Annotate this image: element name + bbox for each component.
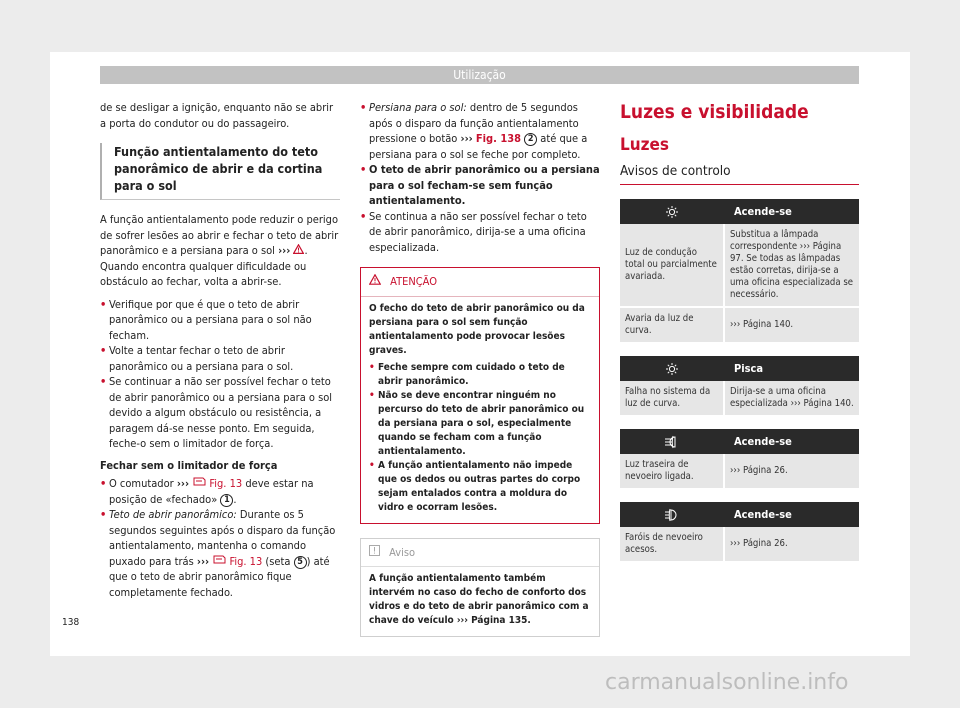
list-item: • Persiana para o sol: dentro de 5 segundos após o disparo da função antientalamento pressione o botão ››› Fig. 138 2 até que a persiana para o sol se feche por completo. [360,101,588,161]
table-cell: Falha no sistema da luz de curva. [620,381,724,415]
xref-chevrons: ››› [278,244,291,257]
warning-triangle-icon [369,274,381,285]
warning-item: • A função antientalamento não impede que os dedos ou outras partes do corpo sejam entalados contra a moldura do vidro e ocorram lesões. [369,459,581,513]
section-header: Utilização [100,66,859,84]
column-1 [100,100,340,600]
note-title: Aviso [389,545,416,559]
list-item: • O teto de abrir panorâmico ou a persiana para o sol fecham-se sem função antientalamento. [360,163,600,207]
table-cell: Dirija-se a uma oficina especializada ››› Página 140. [724,381,859,415]
note-box: Aviso A função antientalamento também intervém no caso do fecho de conforto dos vidros e do teto de abrir panorâmico com a chave do veículo ››› Página 135. [360,538,600,638]
warning-item: • Não se deve encontrar ninguém no percurso do teto de abrir panorâmico ou da persiana para o sol, especialmente quando se fecham com a função antientalamento. [369,389,585,457]
indicator-table: Pisca Falha no sistema da luz de curva. Dirija-se a uma oficina especializada ››› Página 140. [620,356,859,415]
table-cell: ››› Página 26. [724,527,859,561]
figure-link[interactable]: Fig. 13 [209,477,243,490]
table-cell: Faróis de nevoeiro acesos. [620,527,724,561]
table-cell: ››› Página 26. [724,454,859,488]
list-item: • Se continuar a não ser possível fechar o teto de abrir panorâmico ou a persiana para o sol devido a algum obstáculo ou resistência, a paragem dá-se nesse ponto. Em seguida, feche-o sem o limitador de força. [100,375,333,450]
figure-ref-icon [192,476,206,487]
column-2 [360,100,600,637]
list-item: • Verifique por que é que o teto de abrir panorâmico ou a persiana para o sol não fecham. [100,297,312,342]
warning-triangle-icon [293,244,304,254]
callout-number: 1 [220,494,233,507]
light-bulb-icon [665,205,679,219]
column-3 [620,100,859,561]
indicator-table: Acende-se Luz traseira de nevoeiro ligada. ››› Página 26. [620,429,859,488]
warning-item: • Feche sempre com cuidado o teto de abrir panorâmico. [369,361,565,387]
intro-paragraph: de se desligar a ignição, enquanto não se abrir a porta do condutor ou do passageiro. [100,101,334,130]
table-cell: ››› Página 140. [724,307,859,342]
watermark: carmanualsonline.info [605,670,849,695]
chapter-title: Luzes e visibilidade [620,101,809,123]
callout-number: 5 [294,556,307,569]
callout-number: 2 [524,133,537,146]
warning-title: ATENÇÃO [390,275,438,288]
figure-link[interactable]: Fig. 138 [475,132,521,145]
light-bulb-icon [665,362,679,376]
warning-box [360,267,600,524]
table-cell: Substitua a lâmpada correspondente ››› Página 97. Se todas as lâmpadas estão corretas, dirija-se a uma oficina especializada se necessário. [724,224,859,307]
front-fog-light-icon [664,508,680,522]
section-heading: Função antientalamento do teto panorâmico de abrir e da cortina para o sol [100,143,340,200]
rear-fog-light-icon [664,435,680,449]
indicator-table: Acende-se Faróis de nevoeiro acesos. ››› Página 26. [620,502,859,561]
subheading: Fechar sem o limitador de força [100,458,278,472]
figure-ref-icon [212,554,226,565]
antitrap-paragraph: A função antientalamento pode reduzir o perigo de sofrer lesões ao abrir e fechar o teto de abrir panorâmico e a persiana para o sol ››› . Quando encontra qualquer dificuldade ou obstáculo ao fechar, volta a abrir-se. [100,213,339,288]
table-cell: Luz de condução total ou parcialmente avariada. [620,224,724,307]
page-number: 138 [62,617,80,628]
section-title: Luzes [620,135,670,155]
table-cell: Luz traseira de nevoeiro ligada. [620,454,724,488]
figure-link[interactable]: Fig. 13 [229,554,263,568]
subsection-title: Avisos de controlo [620,162,859,185]
page-link[interactable]: Página 135 [471,615,528,626]
warning-lead: O fecho do teto de abrir panorâmico ou da persiana para o sol sem função antientalamento pode provocar lesões graves. [369,302,585,356]
table-cell: Avaria da luz de curva. [620,307,724,342]
list-item: • Volte a tentar fechar o teto de abrir panorâmico ou a persiana para o sol. [100,344,294,373]
note-icon [369,545,380,556]
list-item: • O comutador ››› Fig. 13 deve estar na posição de «fechado» 1 . [100,477,314,506]
indicator-table: Acende-se Luz de condução total ou parcialmente avariada. Substitua a lâmpada correspondente ››› Página 97. Se todas as lâmpadas estão corretas, dirija-se a uma oficina especializada se necessário. Avaria da luz de curva. ››› Página 140. [620,199,859,342]
list-item: • Se continua a não ser possível fechar o teto de abrir panorâmico, dirija-se a uma oficina especializada. [360,209,587,254]
list-item: • Teto de abrir panorâmico: Durante os 5 segundos seguintes após o disparo da função antientalamento, mantenha o comando puxado para trás ››› Fig. 13 (seta 5 ) até que o teto de abrir panorâmico fique completamente fechado. [100,508,336,599]
